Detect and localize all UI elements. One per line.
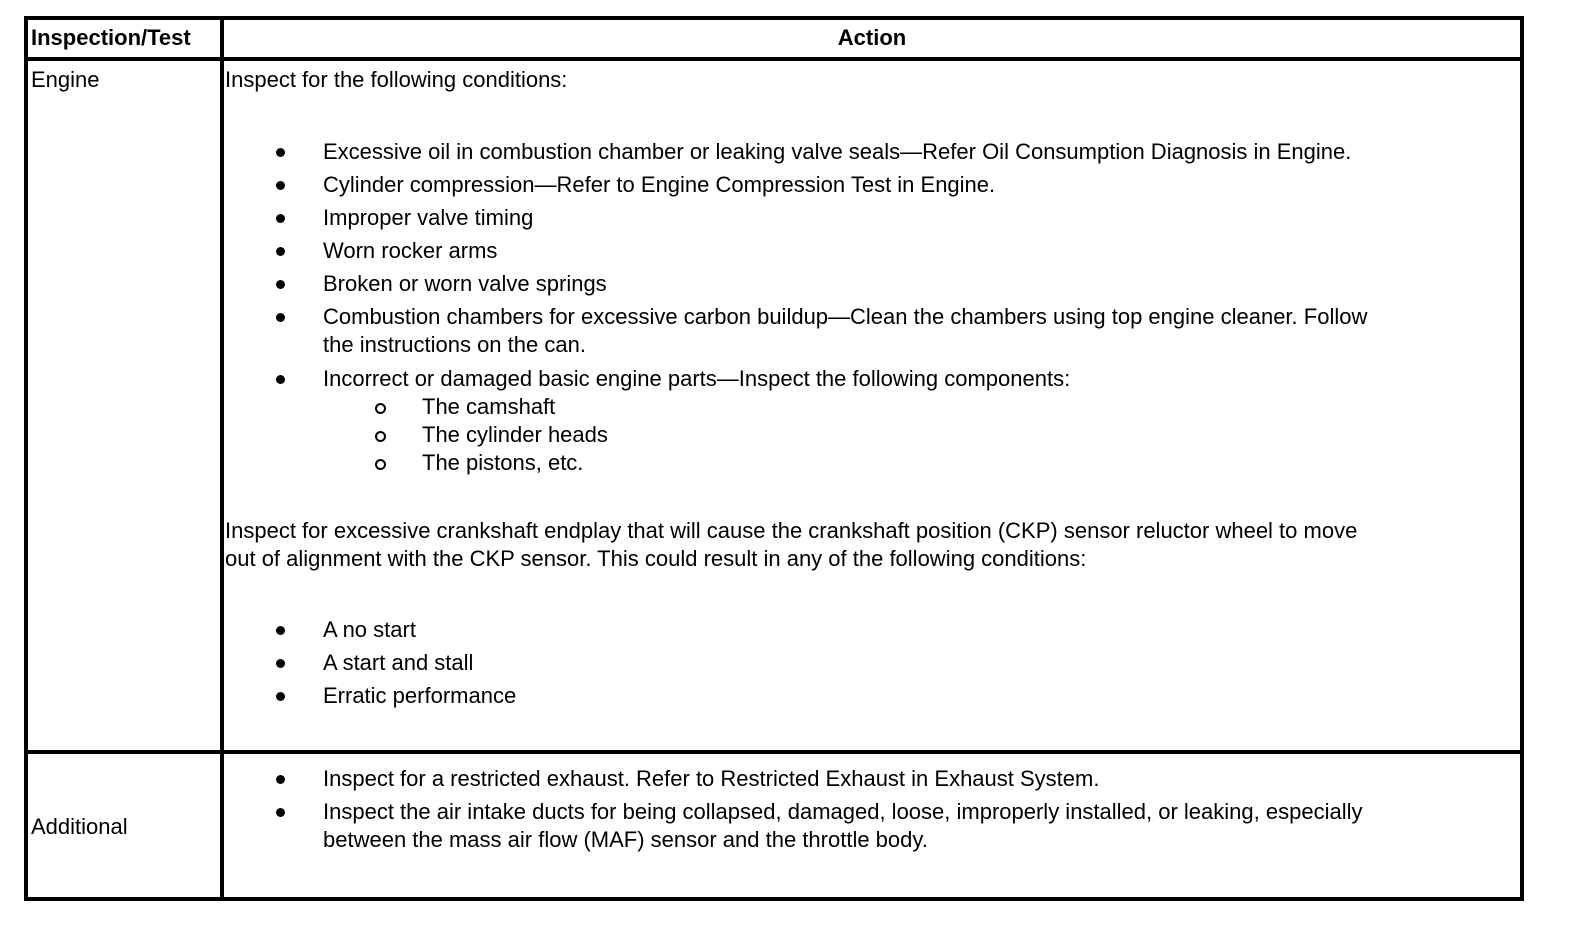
header-inspection-test: Inspection/Test <box>31 25 191 50</box>
row-label-engine: Engine <box>31 67 100 92</box>
additional-item: Inspect for a restricted exhaust. Refer to Restricted Exhaust in Exhaust System. <box>323 766 1100 791</box>
additional-item-continuation: between the mass air flow (MAF) sensor and the throttle body. <box>323 827 928 852</box>
bullet-icon <box>276 148 285 157</box>
sub-bullet-icon <box>375 403 386 414</box>
header-action: Action <box>837 25 907 50</box>
row-label-additional: Additional <box>31 814 128 839</box>
bullet-icon <box>276 626 285 635</box>
bullet-icon <box>276 692 285 701</box>
engine-item: Broken or worn valve springs <box>323 271 607 296</box>
engine-item: Combustion chambers for excessive carbon buildup—Clean the chambers using top engine cleaner. Follow <box>323 304 1368 329</box>
bullet-icon <box>276 375 285 384</box>
engine-paragraph: out of alignment with the CKP sensor. This could result in any of the following conditions: <box>225 546 1087 571</box>
engine-item: Excessive oil in combustion chamber or leaking valve seals—Refer Oil Consumption Diagnosis in Engine. <box>323 139 1352 164</box>
engine-item: Cylinder compression—Refer to Engine Compression Test in Engine. <box>323 172 996 197</box>
bullet-icon <box>276 247 285 256</box>
row-divider <box>28 750 1520 754</box>
engine-item: Worn rocker arms <box>323 238 498 263</box>
engine-subitem: The camshaft <box>422 394 556 419</box>
engine-item: Improper valve timing <box>323 205 534 230</box>
bullet-icon <box>276 775 285 784</box>
engine-paragraph: Inspect for excessive crankshaft endplay that will cause the crankshaft position (CKP) sensor reluctor wheel to move <box>225 518 1358 543</box>
engine-subitem: The pistons, etc. <box>422 450 584 475</box>
bullet-icon <box>276 659 285 668</box>
header-divider <box>28 57 1520 61</box>
engine-item-continuation: the instructions on the can. <box>323 332 586 357</box>
bullet-icon <box>276 181 285 190</box>
engine-item: Incorrect or damaged basic engine parts—Inspect the following components: <box>323 366 1071 391</box>
bullet-icon <box>276 214 285 223</box>
sub-bullet-icon <box>375 459 386 470</box>
engine-intro: Inspect for the following conditions: <box>225 67 568 92</box>
additional-item: Inspect the air intake ducts for being collapsed, damaged, loose, improperly installed, or leaking, especially <box>323 799 1363 824</box>
engine-condition: Erratic performance <box>323 683 517 708</box>
engine-subitem: The cylinder heads <box>422 422 608 447</box>
column-divider <box>220 20 224 897</box>
engine-condition: A no start <box>323 617 416 642</box>
sub-bullet-icon <box>375 431 386 442</box>
bullet-icon <box>276 313 285 322</box>
engine-condition: A start and stall <box>323 650 474 675</box>
bullet-icon <box>276 280 285 289</box>
bullet-icon <box>276 808 285 817</box>
